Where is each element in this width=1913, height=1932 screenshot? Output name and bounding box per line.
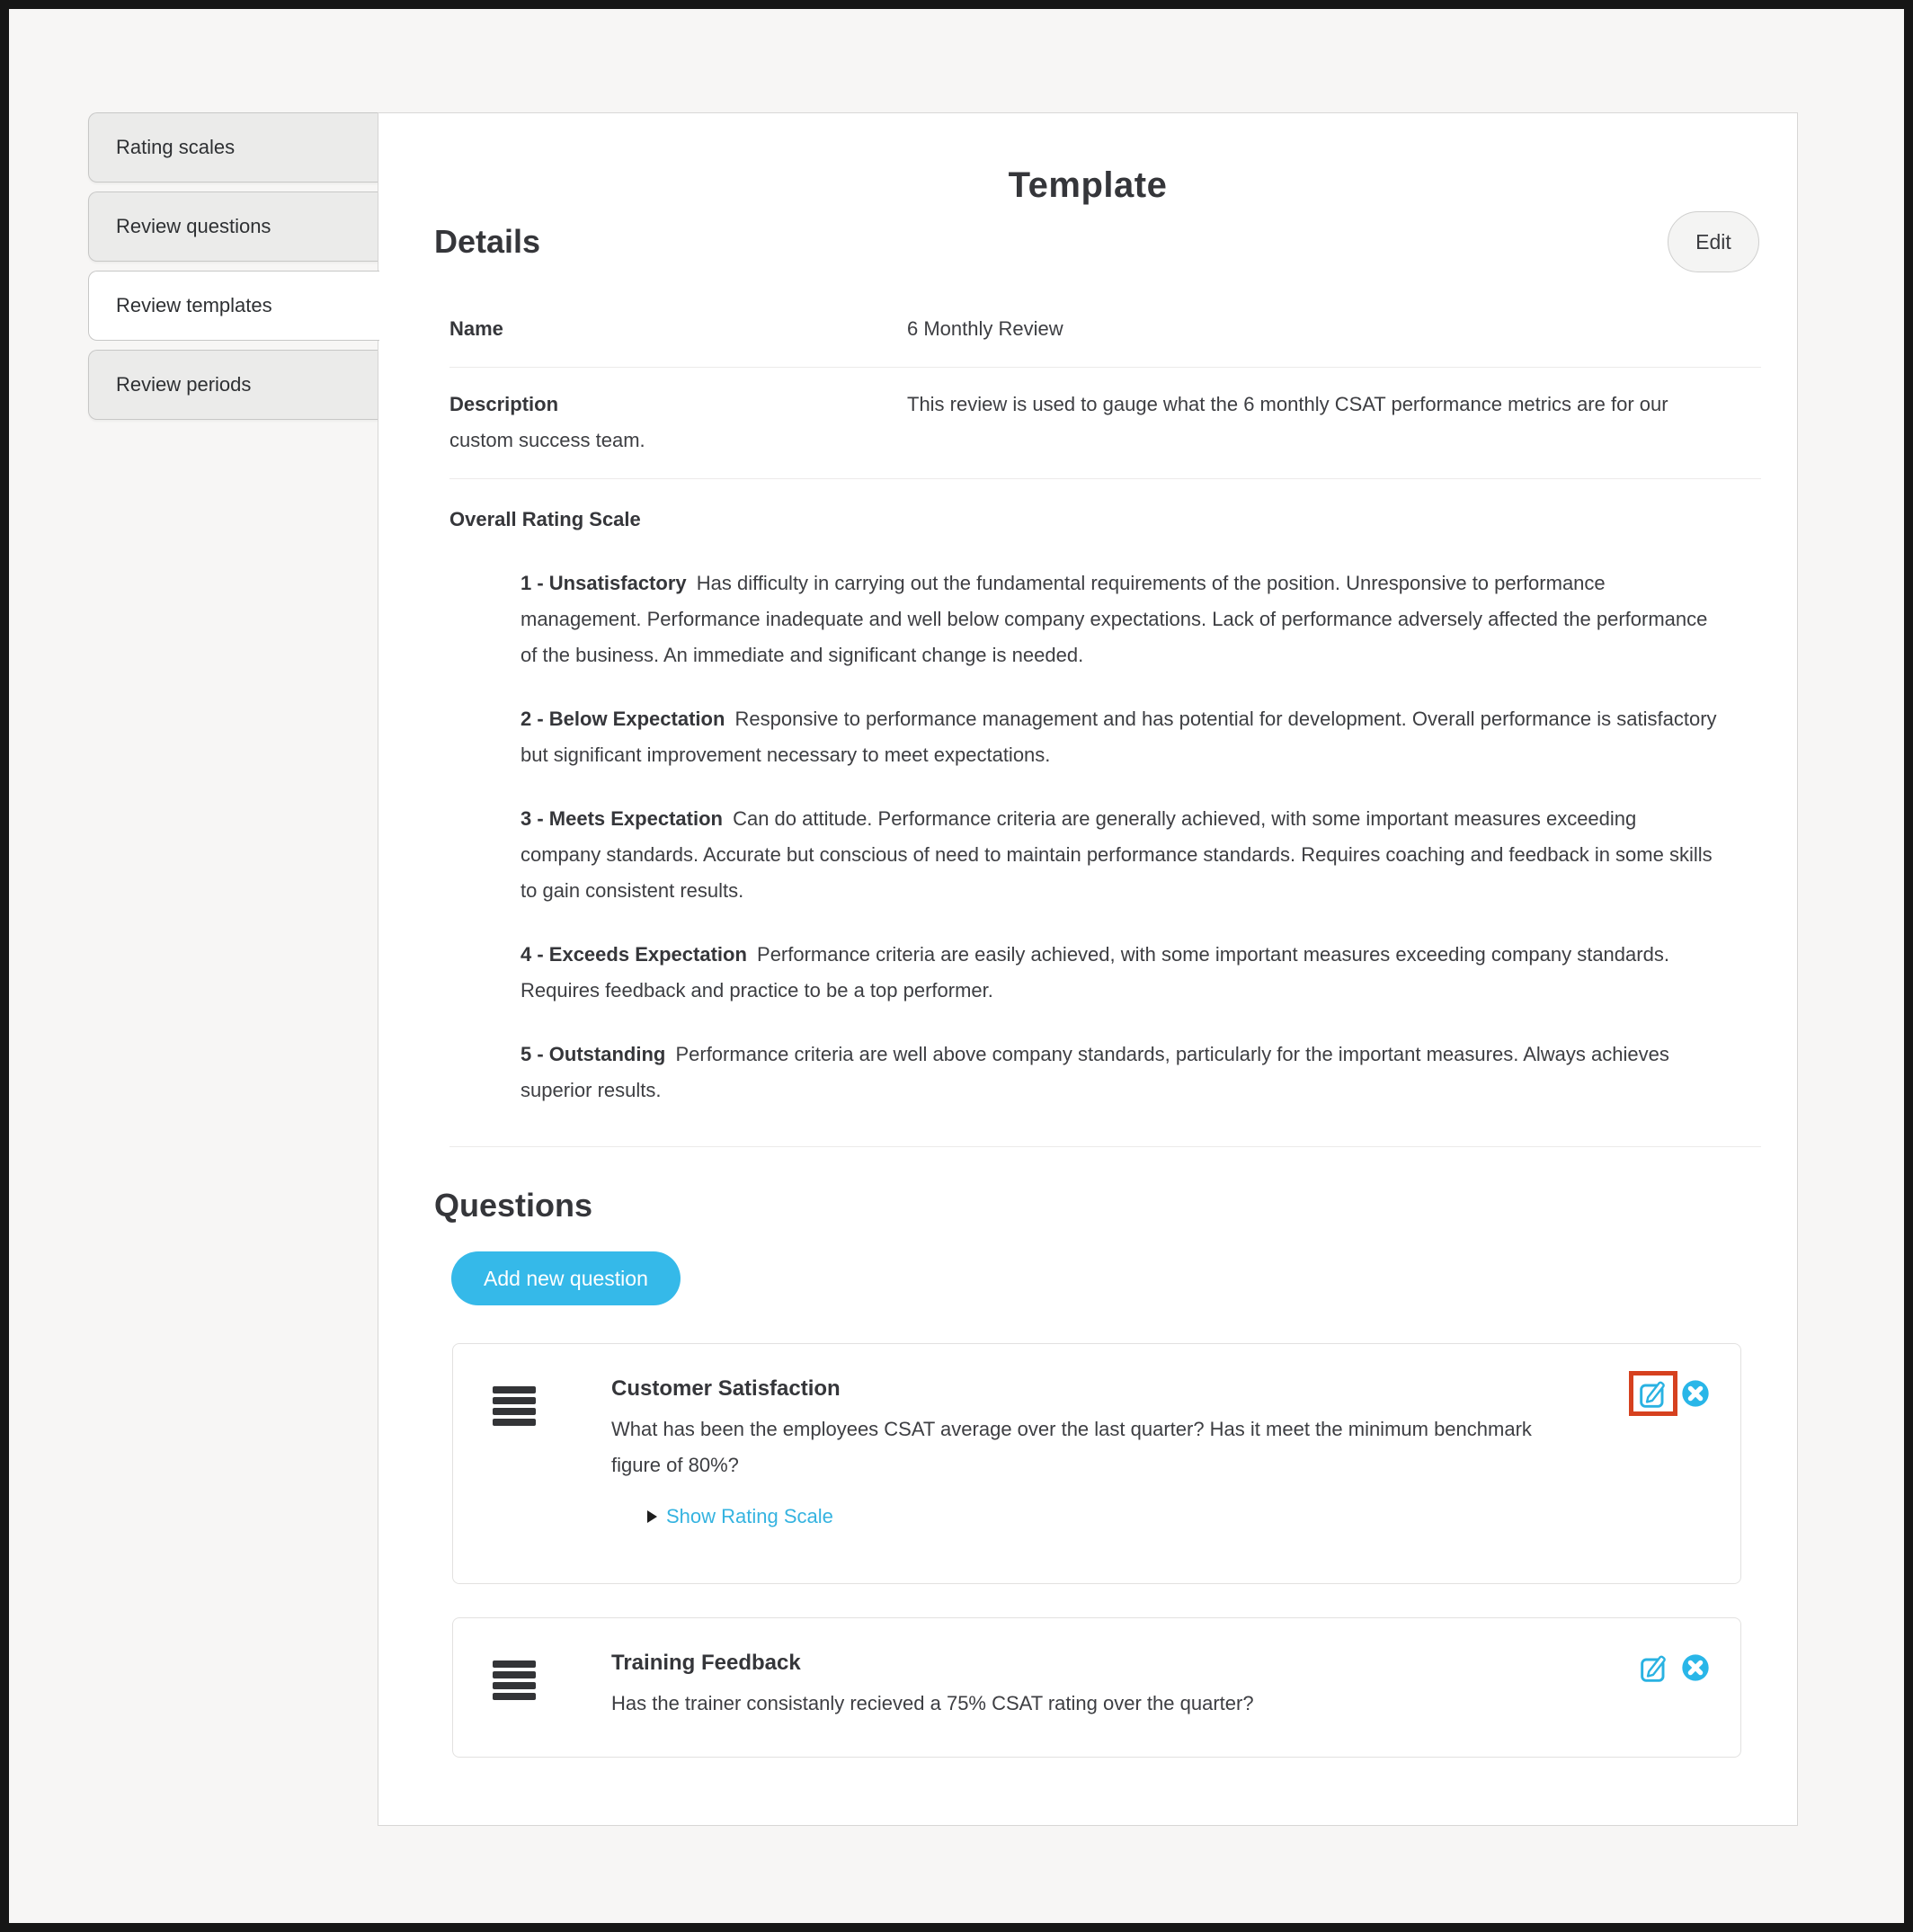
detail-row-description: [449, 368, 1761, 479]
question-content: [611, 1376, 1534, 1528]
rating-scale-item: [521, 1037, 1722, 1108]
rating-scale-item-text: Has difficulty in carrying out the fundamental requirements of the position. Unresponsive to performance management. Performance inadequate and well below company expectations. Lack of performance adversely affected the performance of the business. An immediate and significant change is needed.: [521, 572, 1708, 666]
description-label: Description: [449, 393, 559, 415]
edit-button[interactable]: Edit: [1668, 211, 1759, 272]
triangle-right-icon: [647, 1510, 657, 1523]
drag-handle-icon[interactable]: [493, 1386, 536, 1429]
show-rating-scale-link[interactable]: [647, 1505, 1534, 1528]
question-title: Training Feedback: [611, 1651, 801, 1675]
rating-scale-item: [521, 701, 1722, 773]
question-text: Has the trainer consistanly recieved a 75% CSAT rating over the quarter?: [611, 1692, 1254, 1714]
edit-question-icon[interactable]: [1639, 1380, 1668, 1409]
rating-scale-item-text: Responsive to performance management and has potential for development. Overall performance is satisfactory but significant improvement necessary to meet expectations.: [521, 708, 1717, 766]
rating-scale-item: [521, 565, 1722, 673]
tab-label: Review questions: [116, 215, 271, 237]
question-card-customer-satisfaction: [452, 1343, 1741, 1584]
tab-label: Review templates: [116, 294, 272, 316]
rating-scale-item: [521, 801, 1722, 909]
sidebar-item-review-periods[interactable]: [88, 350, 378, 420]
delete-question-icon[interactable]: [1681, 1653, 1710, 1682]
page-title: Template: [1008, 165, 1168, 205]
rating-scale-item-text: Can do attitude. Performance criteria are generally achieved, with some important measures exceeding company standards. Accurate but conscious of need to maintain performance standards. Requires coaching and feedback in some skills to gain consistent results.: [521, 807, 1713, 902]
rating-scale-item-text: Performance criteria are well above company standards, particularly for the important measures. Always achieves superior results.: [521, 1043, 1669, 1101]
sidebar-item-review-questions[interactable]: [88, 191, 378, 262]
tab-label: Review periods: [116, 373, 252, 396]
details-heading: Details: [434, 223, 541, 260]
template-panel: [378, 112, 1798, 1826]
rating-scale-item-title: 4 - Exceeds Expectation: [521, 943, 747, 966]
show-rating-scale-label: Show Rating Scale: [666, 1505, 833, 1527]
question-text: What has been the employees CSAT average over the last quarter? Has it meet the minimum benchmark figure of 80%?: [611, 1418, 1532, 1476]
question-actions: [1634, 1645, 1710, 1690]
details-header: [434, 211, 1759, 272]
add-new-question-button[interactable]: Add new question: [451, 1251, 681, 1305]
overall-rating-scale-label: Overall Rating Scale: [449, 508, 641, 530]
rating-scale-item-title: 2 - Below Expectation: [521, 708, 725, 730]
detail-row-name: [449, 292, 1761, 368]
name-label: Name: [449, 317, 503, 340]
rating-scale-item-title: 1 - Unsatisfactory: [521, 572, 687, 594]
question-card-training-feedback: [452, 1617, 1741, 1758]
rating-scale-list: [521, 565, 1722, 1108]
sidebar-item-review-templates[interactable]: [88, 271, 379, 341]
rating-scale-item: [521, 937, 1722, 1009]
delete-question-icon[interactable]: [1681, 1379, 1710, 1408]
name-value: 6 Monthly Review: [907, 317, 1063, 340]
overall-rating-scale-section: [449, 479, 1761, 1147]
question-actions: [1629, 1371, 1710, 1416]
question-title: Customer Satisfaction: [611, 1376, 841, 1401]
edit-question-icon[interactable]: [1634, 1645, 1674, 1690]
question-content: [611, 1651, 1534, 1722]
details-table: [449, 292, 1761, 1147]
rating-scale-item-title: 5 - Outstanding: [521, 1043, 666, 1065]
tab-label: Rating scales: [116, 136, 236, 158]
rating-scale-item-title: 3 - Meets Expectation: [521, 807, 723, 830]
description-value: This review is used to gauge what the 6 monthly CSAT performance metrics are for our custom success team.: [449, 393, 1668, 451]
sidebar-item-rating-scales[interactable]: [88, 112, 378, 183]
rating-scale-item-text: Performance criteria are easily achieved, with some important measures exceeding company standards. Requires feedback and practice to be a top performer.: [521, 943, 1669, 1002]
questions-heading: Questions: [434, 1187, 593, 1224]
drag-handle-icon[interactable]: [493, 1660, 536, 1704]
edit-icon-highlight: [1629, 1371, 1677, 1416]
